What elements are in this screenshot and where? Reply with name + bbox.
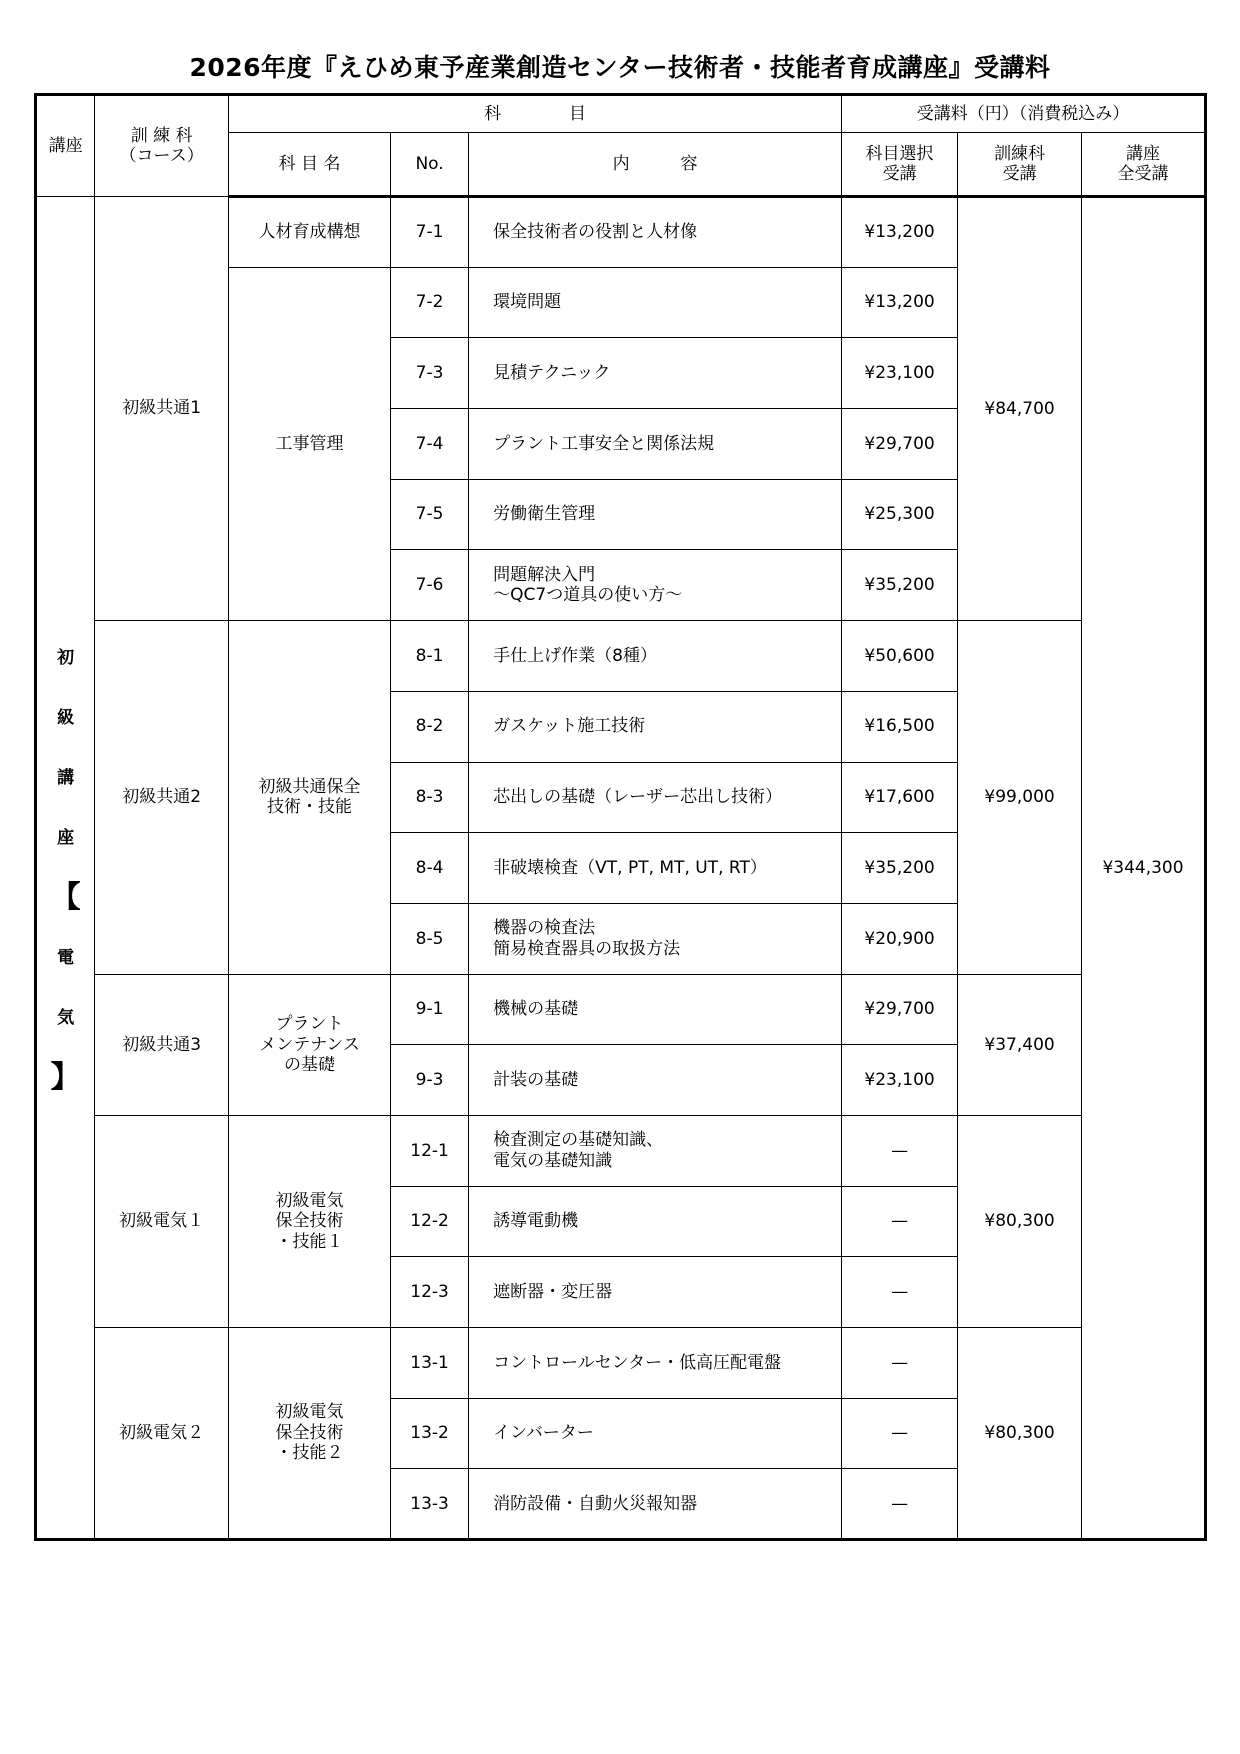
subject-content (469, 409, 842, 480)
subject-content-line: 電気の基礎知識 (493, 1150, 613, 1171)
table-row (36, 197, 1206, 268)
subject-content-line: インバーター (493, 1423, 594, 1444)
header-fee-group: 受講料（円）（消費税込み） (842, 95, 1206, 133)
subject-price (842, 762, 958, 833)
koza-char: 気 (57, 1007, 75, 1028)
subject-content (469, 1398, 842, 1469)
subject-price-value: ¥50,600 (864, 645, 935, 666)
subject-price-value: — (891, 1352, 909, 1373)
subject-price (842, 1469, 958, 1540)
course-total-fee: ¥80,300 (958, 1115, 1082, 1327)
koza-char: 【 (50, 879, 81, 915)
course-name: 初級共通1 (95, 197, 229, 621)
subject-content-line: 遮断器・変圧器 (493, 1281, 613, 1302)
header-koza: 講座 (36, 95, 95, 197)
header-kamoku-name: 科 目 名 (229, 133, 391, 197)
subject-name (229, 267, 391, 620)
header-all-line1: 講座 (1126, 143, 1160, 164)
subject-name-line: の基礎 (284, 1054, 336, 1075)
subject-content (469, 1115, 842, 1186)
header-select-line1: 科目選択 (865, 143, 934, 164)
subject-no: 12-3 (390, 1257, 468, 1328)
header-kunrenka-label: 訓 練 科 (130, 125, 193, 146)
koza-char: 講 (57, 767, 75, 788)
subject-price-value: — (891, 1140, 909, 1161)
table-row (36, 974, 1206, 1045)
subject-price (842, 1186, 958, 1257)
subject-no: 7-2 (390, 267, 468, 338)
header-kamoku-group: 科 目 (229, 95, 842, 133)
subject-price (842, 409, 958, 480)
koza-char: 電 (57, 947, 75, 968)
subject-content-line: プラント工事安全と関係法規 (493, 433, 715, 454)
course-name: 初級共通3 (95, 974, 229, 1115)
subject-no: 13-1 (390, 1328, 468, 1399)
subject-content-line: 手仕上げ作業（8種） (493, 645, 657, 666)
subject-content (469, 1045, 842, 1116)
subject-no: 9-1 (390, 974, 468, 1045)
subject-content-line: 機器の検査法 (493, 918, 596, 939)
subject-no: 7-6 (390, 550, 468, 621)
header-all-line2: 全受講 (1117, 164, 1169, 184)
subject-no: 13-3 (390, 1469, 468, 1540)
subject-price-value: ¥35,200 (864, 857, 935, 878)
subject-price-value: ¥20,900 (864, 928, 935, 949)
subject-name (229, 621, 391, 974)
subject-content-line: 保全技術者の役割と人材像 (493, 222, 698, 243)
subject-content-line: 検査測定の基礎知識、 (493, 1130, 664, 1151)
subject-price (842, 621, 958, 692)
subject-content-line: 機械の基礎 (493, 999, 579, 1020)
header-course-fee (958, 133, 1082, 197)
subject-name-line: 初級共通保全 (258, 776, 361, 797)
subject-price (842, 1257, 958, 1328)
header-course-fee-line1: 訓練科 (994, 143, 1046, 164)
subject-name (229, 197, 391, 268)
subject-price-value: ¥29,700 (864, 999, 935, 1020)
header-course-fee-line2: 受講 (1002, 164, 1037, 184)
subject-no: 7-5 (390, 479, 468, 550)
subject-price (842, 1115, 958, 1186)
subject-no: 8-3 (390, 762, 468, 833)
header-select-fee (842, 133, 958, 197)
subject-name-line: メンテナンス (259, 1034, 360, 1055)
subject-no: 8-5 (390, 903, 468, 974)
subject-no: 12-1 (390, 1115, 468, 1186)
koza-label-vertical (36, 197, 95, 1540)
subject-content-line: 労働衛生管理 (493, 504, 596, 525)
subject-content-line: 非破壊検査（VT, PT, MT, UT, RT） (493, 857, 767, 878)
header-kunrenka (95, 95, 229, 197)
header-no: No. (390, 133, 468, 197)
subject-price-value: ¥23,100 (864, 363, 935, 384)
course-total-fee: ¥37,400 (958, 974, 1082, 1115)
subject-price-value: ¥35,200 (864, 575, 935, 596)
course-name: 初級共通2 (95, 621, 229, 974)
subject-content-line: 簡易検査器具の取扱方法 (493, 938, 681, 959)
subject-no: 7-1 (390, 197, 468, 268)
subject-content (469, 691, 842, 762)
subject-name-line: 保全技術 (275, 1211, 344, 1232)
course-name: 初級電気２ (95, 1328, 229, 1540)
koza-char: 初 (57, 647, 75, 668)
subject-price (842, 197, 958, 268)
subject-no: 9-3 (390, 1045, 468, 1116)
subject-name-line: ・技能１ (275, 1231, 344, 1252)
subject-content (469, 762, 842, 833)
subject-content (469, 1328, 842, 1399)
subject-price-value: ¥13,200 (864, 292, 935, 313)
subject-content-line: 見積テクニック (493, 363, 611, 384)
subject-name (229, 974, 391, 1115)
subject-price (842, 691, 958, 762)
subject-content (469, 267, 842, 338)
subject-price-value: ¥25,300 (864, 504, 935, 525)
subject-name-line: 技術・技能 (267, 797, 353, 818)
header-all-fee (1082, 133, 1206, 197)
course-name: 初級電気１ (95, 1115, 229, 1327)
subject-content (469, 621, 842, 692)
subject-price (842, 1328, 958, 1399)
subject-price (842, 1045, 958, 1116)
subject-name-line: 工事管理 (275, 433, 344, 454)
subject-content (469, 1469, 842, 1540)
subject-name-line: ・技能２ (275, 1443, 344, 1464)
grand-total-fee: ¥344,300 (1082, 197, 1206, 1540)
subject-name-line: プラント (275, 1014, 344, 1035)
koza-char: 座 (57, 827, 75, 848)
header-naiyo: 内 容 (469, 133, 842, 197)
subject-content-line: コントロールセンター・低高圧配電盤 (493, 1352, 782, 1373)
koza-char: 級 (57, 707, 75, 728)
subject-no: 8-4 (390, 833, 468, 904)
subject-price (842, 833, 958, 904)
course-total-fee: ¥99,000 (958, 621, 1082, 974)
subject-content (469, 197, 842, 268)
table-row (36, 621, 1206, 692)
subject-content-line: 誘導電動機 (493, 1211, 579, 1232)
course-total-fee: ¥80,300 (958, 1328, 1082, 1540)
subject-content-line: 計装の基礎 (493, 1069, 579, 1090)
page-title: 2026年度『えひめ東予産業創造センター技術者・技能者育成講座』受講料 (189, 53, 1051, 82)
subject-price (842, 550, 958, 621)
subject-price-value: ¥13,200 (864, 222, 935, 243)
subject-content (469, 903, 842, 974)
subject-content (469, 833, 842, 904)
table-row (36, 1115, 1206, 1186)
course-total-fee: ¥84,700 (958, 197, 1082, 621)
subject-price-value: — (891, 1423, 909, 1444)
subject-price-value: — (891, 1211, 909, 1232)
subject-name-line: 初級電気 (275, 1402, 344, 1423)
subject-price (842, 1398, 958, 1469)
subject-price (842, 903, 958, 974)
subject-no: 8-1 (390, 621, 468, 692)
subject-price-value: — (891, 1493, 909, 1514)
subject-price-value: ¥16,500 (864, 716, 935, 737)
header-course-paren: （コース） (119, 146, 204, 166)
subject-content-line: 消防設備・自動火災報知器 (493, 1493, 698, 1514)
subject-no: 7-4 (390, 409, 468, 480)
subject-content-line: 問題解決入門 (493, 564, 596, 585)
subject-content (469, 479, 842, 550)
subject-content (469, 1186, 842, 1257)
subject-content-line: ガスケット施工技術 (493, 716, 646, 737)
subject-name-line: 初級電気 (275, 1190, 344, 1211)
subject-no: 12-2 (390, 1186, 468, 1257)
fee-table (34, 93, 1207, 1541)
subject-price (842, 974, 958, 1045)
subject-content-line: 芯出しの基礎（レーザー芯出し技術） (493, 787, 783, 808)
subject-name-line: 保全技術 (275, 1422, 344, 1443)
subject-name (229, 1328, 391, 1540)
subject-content (469, 974, 842, 1045)
subject-price-value: — (891, 1281, 909, 1302)
subject-content (469, 338, 842, 409)
subject-no: 7-3 (390, 338, 468, 409)
subject-name-line: 人材育成構想 (258, 222, 361, 243)
subject-content-line: ～QC7つ道具の使い方～ (493, 585, 683, 606)
subject-content (469, 1257, 842, 1328)
header-select-line2: 受講 (882, 164, 917, 184)
subject-price-value: ¥23,100 (864, 1069, 935, 1090)
subject-no: 13-2 (390, 1398, 468, 1469)
subject-content-line: 環境問題 (493, 292, 562, 313)
subject-price-value: ¥17,600 (864, 787, 935, 808)
koza-char: 】 (50, 1059, 81, 1095)
subject-price-value: ¥29,700 (864, 433, 935, 454)
subject-no: 8-2 (390, 691, 468, 762)
subject-price (842, 267, 958, 338)
subject-content (469, 550, 842, 621)
table-row (36, 1328, 1206, 1399)
subject-name (229, 1115, 391, 1327)
subject-price (842, 479, 958, 550)
subject-price (842, 338, 958, 409)
